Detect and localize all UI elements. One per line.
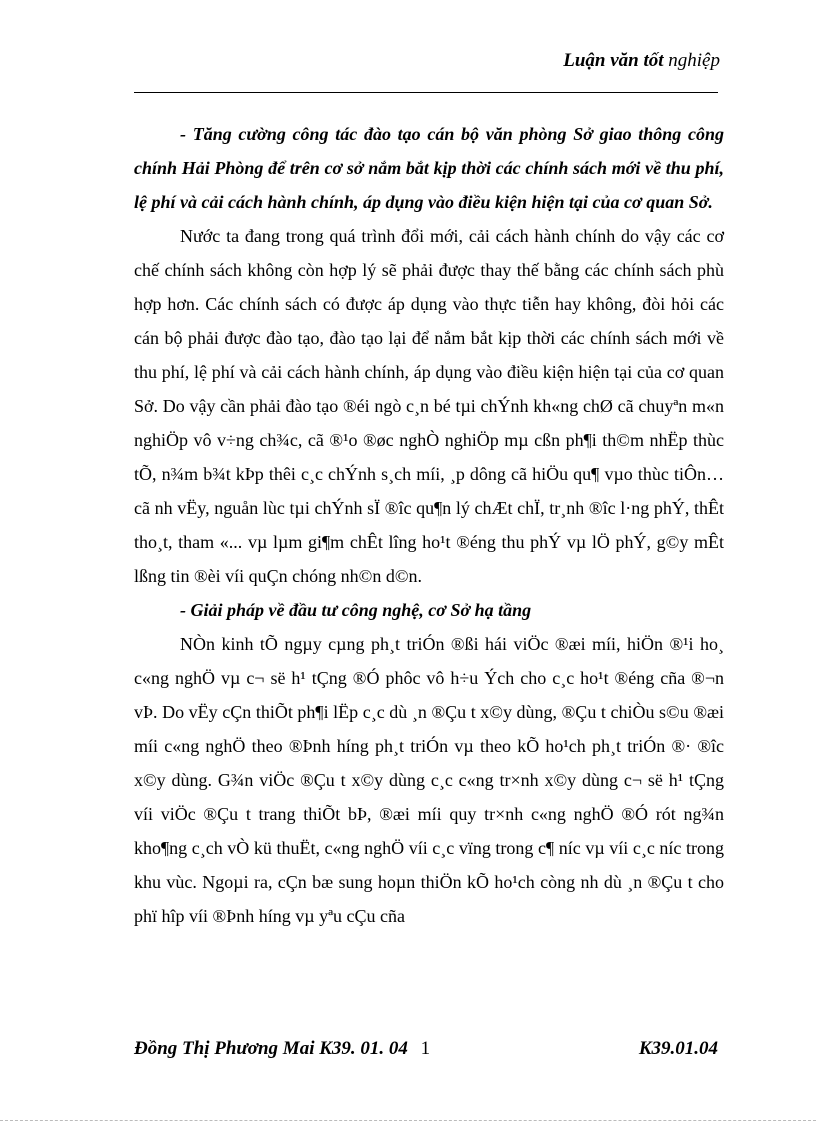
footer-author-class: Đồng Thị Phương Mai K39. 01. 04 — [134, 1038, 408, 1059]
header-title — [563, 50, 720, 72]
page-bottom-edge — [0, 1120, 816, 1121]
header-title-bold: Luận văn tốt — [563, 50, 664, 71]
footer-class-code: K39.01.04 — [638, 1038, 718, 1059]
header-title-light: nghiệp — [668, 50, 720, 71]
footer-left — [134, 1038, 430, 1060]
page-number: 1 — [420, 1038, 431, 1059]
page-body — [134, 117, 724, 933]
section-heading-technology: - Giải pháp về đầu tư công nghệ, cơ Sở hạ tầng — [180, 600, 532, 620]
paragraph-technology-investment: NÒn kinh tÕ ngµy cµng ph¸t triÓn ®ßi hái viÖc ®æi míi, hiÖn ®¹i ho¸ c«ng nghÖ vµ c¬ së h¹ tÇng ®Ó phôc vô h÷u Ých cho c¸c ho¹t ®éng cña ®¬n vÞ. Do vËy cÇn thiÕt ph¶i lËp c¸c dù ¸n ®Çu t x©y dùng, ®Çu t chiÒu s©u ®æi míi c«ng nghÖ theo ®Þnh híng ph¸t triÓn vµ theo kÕ ho¹ch ph¸t triÓn ®· ®îc x©y dùng. G¾n viÖc ®Çu t x©y dùng c¸c c«ng tr×nh x©y dùng c¬ së h¹ tÇng víi viÖc ®Çu t trang thiÕt bÞ, ®æi míi quy tr×nh c«ng nghÖ ®Ó rót ng¾n kho¶ng c¸ch vÒ kü thuËt, c«ng nghÖ víi c¸c vïng trong c¶ níc vµ víi c¸c níc trong khu vùc. Ngoµi ra, cÇn bæ sung hoµn thiÖn kÕ ho¹ch còng nh dù ¸n ®Çu t cho phï hîp víi ®Þnh híng vµ yªu cÇu cña — [134, 634, 724, 926]
paragraph-training-staff: - Tăng cường công tác đào tạo cán bộ văn phòng Sở giao thông công chính Hải Phòng để trên cơ sở nắm bắt kịp thời các chính sách mới về thu phí, lệ phí và cải cách hành chính, áp dụng vào điều kiện hiện tại của cơ quan Sở. — [134, 124, 724, 212]
paragraph-reform-context: Nước ta đang trong quá trình đổi mới, cải cách hành chính do vậy các cơ chế chính sách không còn hợp lý sẽ phải được thay thế bằng các chính sách phù hợp hơn. Các chính sách có được áp dụng vào thực tiễn hay không, đòi hỏi các cán bộ phải được đào tạo, đào tạo lại để nắm bắt kịp thời các chính sách mới về thu phí, lệ phí và cải cách hành chính, áp dụng vào điều kiện hiện tại của cơ quan Sở. Do vậy cần phải đào tạo ®éi ngò c¸n bé tµi chÝnh kh«ng chØ cã chuyªn m«n nghiÖp vô v÷ng ch¾c, cã ®¹o ®øc nghÒ nghiÖp mµ cßn ph¶i th©m nhËp thùc tÕ, n¾m b¾t kÞp thêi c¸c chÝnh s¸ch míi, ¸p dông cã hiÖu qu¶ vµo thùc tiÔn… cã nh vËy, nguån lùc tµi chÝnh sÏ ®îc qu¶n lý chÆt chÏ, tr¸nh ®îc l·ng phÝ, thÊt tho¸t, tham «... vµ lµm gi¶m chÊt lîng ho¹t ®éng thu phÝ vµ lÖ phÝ, g©y mÊt lßng tin ®èi víi quÇn chóng nh©n d©n. — [134, 226, 724, 586]
header-divider — [134, 92, 718, 93]
